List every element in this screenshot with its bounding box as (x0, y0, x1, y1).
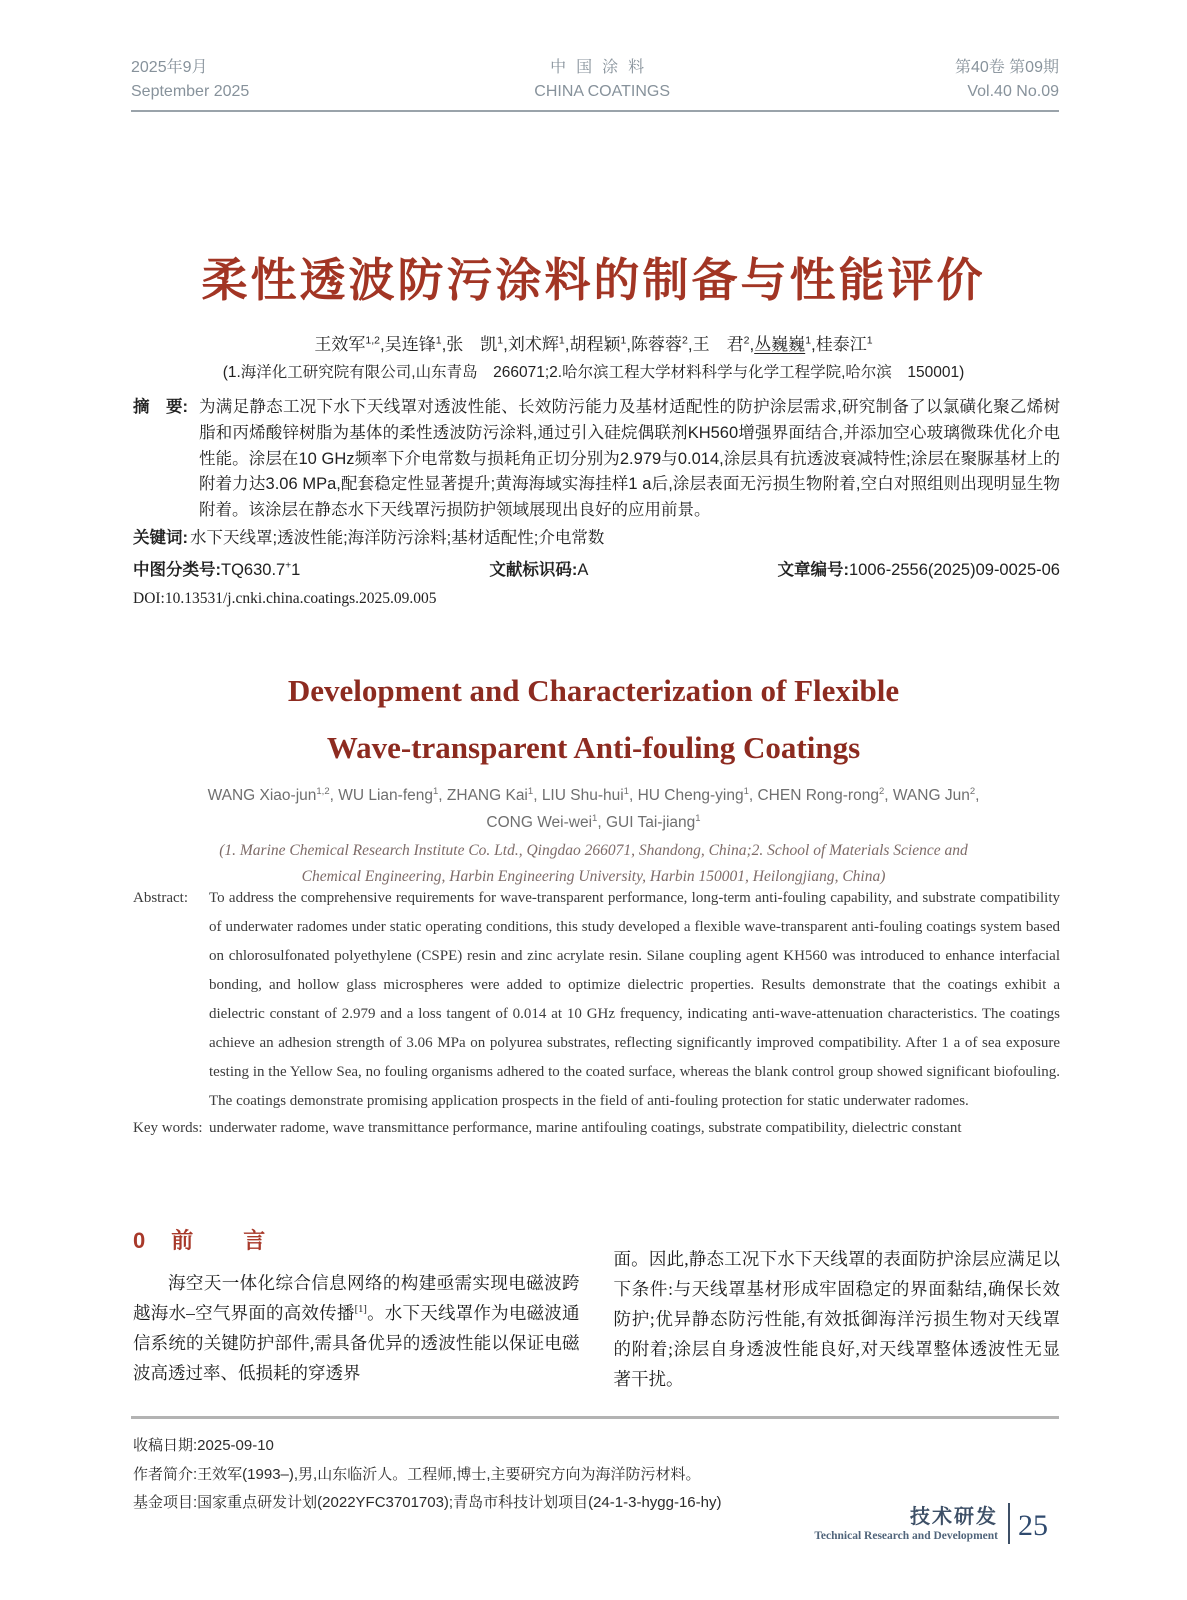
keywords-text-cn: 水下天线罩;透波性能;海洋防污涂料;基材适配性;介电常数 (190, 529, 605, 547)
keywords-text-en: underwater radome, wave transmittance performance, marine antifouling coatings, substrate compatibility, dielectric constant (209, 1120, 962, 1136)
article-id (777, 556, 1060, 580)
affiliation-cn: (1.海洋化工研究院有限公司,山东青岛 266071;2.哈尔滨工程大学材料科学与化学工程学院,哈尔滨 150001) (222, 364, 965, 381)
doc-code-label: 文献标识码: (489, 561, 578, 579)
footnote-bio (133, 1461, 1060, 1490)
footnote-received (133, 1432, 1060, 1461)
authors-en-line2: CONG Wei-wei$^1$, GUI Tai-jiang$^1$ (486, 812, 701, 831)
clc-sup: + (285, 560, 292, 572)
abstract-label-cn: 摘 要: (133, 398, 188, 416)
affiliation-en-line1: (1. Marine Chemical Research Institute Co. Ltd., Qingdao 266071, Shandong, China;2. School of Materials Science and (219, 842, 968, 859)
clc-value: TQ630.7 (221, 561, 286, 579)
article-title-en-line1: Development and Characterization of Flexible (287, 673, 900, 708)
footnote-funding-value: 国家重点研发计划(2022YFC3701703);青岛市科技计划项目(24-1-3-hygg-16-hy) (197, 1494, 722, 1511)
abstract-en (133, 884, 1060, 1116)
keywords-label-en: Key words: (133, 1120, 203, 1136)
abstract-text-cn: 为满足静态工况下水下天线罩对透波性能、长效防污能力及基材适配性的防护涂层需求,研究制备了以氯磺化聚乙烯树脂和丙烯酸锌树脂为基体的柔性透波防污涂料,通过引入硅烷偶联剂KH560增强界面结合,并添加空心玻璃微珠优化介电性能。涂层在10 GHz频率下介电常数与损耗角正切分别为2.979与0.014,涂层具有抗透波衰减特性;涂层在聚脲基材上的附着力达3.06 MPa,配套稳定性显著提升;黄海海域实海挂样1 a后,涂层表面无污损生物附着,空白对照组则出现明显生物附着。该涂层在静态水下天线罩污损防护领域展现出良好的应用前景。 (199, 398, 1060, 520)
keywords-label-cn: 关键词: (133, 529, 188, 547)
journal-name (534, 56, 670, 104)
authors-en-line1: WANG Xiao-jun$^{1,2}$, WU Lian-feng$^1$, ZHANG Kai$^1$, LIU Shu-hui$^1$, HU Cheng-ying$^1$, CHEN Rong-rong$^2$, WANG Jun$^2$, (207, 785, 980, 804)
doc-code-value: A (577, 561, 589, 579)
journal-name-en: CHINA COATINGS (534, 83, 670, 100)
intro-pre: 海空天一体化综合信息网络的构建亟需实现电磁波跨越海水–空气界面的高效传播 (133, 1273, 580, 1323)
footnote-divider (131, 1416, 1059, 1419)
page-footer (814, 1503, 1048, 1544)
column-name-cn: 技术研发 (910, 1506, 998, 1528)
section-0-heading (133, 1226, 580, 1256)
doi: DOI:10.13531/j.cnki.china.coatings.2025.09.005 (133, 590, 437, 607)
footnote-received-value: 2025-09-10 (197, 1437, 274, 1454)
journal-date (131, 56, 249, 104)
intro-post: 。水下天线罩作为电磁波通信系统的关键防护部件,需具备优异的透波性能以保证电磁波高透过率、低损耗的穿透界 (133, 1303, 580, 1383)
footnote-funding-label: 基金项目: (133, 1494, 198, 1511)
affiliation-en-line2: Chemical Engineering, Harbin Engineering University, Harbin 150001, Heilongjiang, China) (301, 868, 886, 885)
body-columns (133, 1226, 1060, 1394)
column-name-en: Technical Research and Development (814, 1530, 998, 1542)
footnote-bio-value: 王效军(1993–),男,山东临沂人。工程师,博士,主要研究方向为海洋防污材料。 (197, 1465, 701, 1483)
column-left (133, 1226, 580, 1394)
column-labels (814, 1503, 1008, 1544)
journal-issue (955, 56, 1059, 104)
abstract-text-en: To address the comprehensive requirements for wave-transparent performance, long-term anti-fouling capability, and substrate compatibility of underwater radomes under static operating conditions, this study developed a flexible wave-transparent anti-fouling coatings system based on chlorosulfonated polyethylene (CSPE) resin and zinc acrylate resin. Silane coupling agent KH560 was introduced to enhance interfacial bonding, and hollow glass microspheres were added to optimize dielectric properties. Results demonstrate that the coatings exhibit a dielectric constant of 2.979 and a loss tangent of 0.014 at 10 GHz frequency, indicating anti-wave-attenuation characteristics. The coatings achieve an adhesion strength of 3.06 MPa on polyurea substrates, reflecting significantly improved compatibility. After 1 a of sea exposure testing in the Yellow Sea, no fouling organisms adhered to the coated surface, whereas the blank control group showed significant biofouling. The coatings demonstrate promising application prospects in the field of anti-fouling protection for static underwater radomes. (209, 890, 1060, 1109)
article-title-en (0, 662, 1187, 776)
clc-post: 1 (291, 561, 301, 579)
journal-issue-cn: 第40卷 第09期 (954, 59, 1059, 76)
footnote-bio-label: 作者简介: (133, 1465, 198, 1483)
section-0-number: 0 (133, 1228, 146, 1253)
clc-label: 中图分类号: (133, 561, 221, 579)
footer-divider-bar (1008, 1503, 1010, 1544)
article-title-en-line2: Wave-transparent Anti-fouling Coatings (326, 730, 861, 765)
section-0-title: 前 言 (171, 1228, 280, 1253)
clc-number (133, 556, 300, 580)
article-id-value: 1006-2556(2025)09-0025-06 (848, 561, 1060, 579)
authors-en (0, 782, 1187, 836)
header-divider (131, 110, 1059, 112)
affiliation-en (0, 838, 1187, 890)
intro-paragraph-right: 面。因此,静态工况下水下天线罩的表面防护涂层应满足以下条件:与天线罩基材形成牢固稳定的界面黏结,确保长效防护;优异静态防污性能,有效抵御海洋污损生物对天线罩的附着;涂层自身透波性能良好,对天线罩整体透波性无显著干扰。 (613, 1249, 1060, 1389)
abstract-cn (133, 395, 1060, 524)
journal-date-cn: 2025年9月 (131, 59, 208, 76)
citation-ref: [1] (354, 1304, 367, 1316)
journal-name-cn: 中国涂料 (550, 59, 655, 76)
meta-row (133, 556, 1060, 580)
journal-header (131, 56, 1059, 104)
keywords-en (133, 1116, 1060, 1141)
doc-code (489, 556, 588, 580)
intro-paragraph-left (133, 1268, 580, 1388)
journal-issue-en: Vol.40 No.09 (967, 83, 1059, 100)
column-right (614, 1226, 1061, 1394)
keywords-cn (133, 526, 1060, 551)
page-number: 25 (1018, 1509, 1048, 1542)
journal-date-en: September 2025 (131, 83, 250, 100)
authors-cn: 王效军$^{1,2}$,吴连锋$^1$,张 凯$^1$,刘术辉$^1$,胡程颖$^1$,陈蓉蓉$^2$,王 君$^2$,丛巍巍$^1$,桂泰江$^1$ (314, 334, 873, 354)
abstract-label-en: Abstract: (133, 890, 188, 906)
footnote-received-label: 收稿日期: (133, 1437, 198, 1454)
article-title-cn: 柔性透波防污涂料的制备与性能评价 (201, 254, 986, 306)
article-id-label: 文章编号: (777, 561, 849, 579)
